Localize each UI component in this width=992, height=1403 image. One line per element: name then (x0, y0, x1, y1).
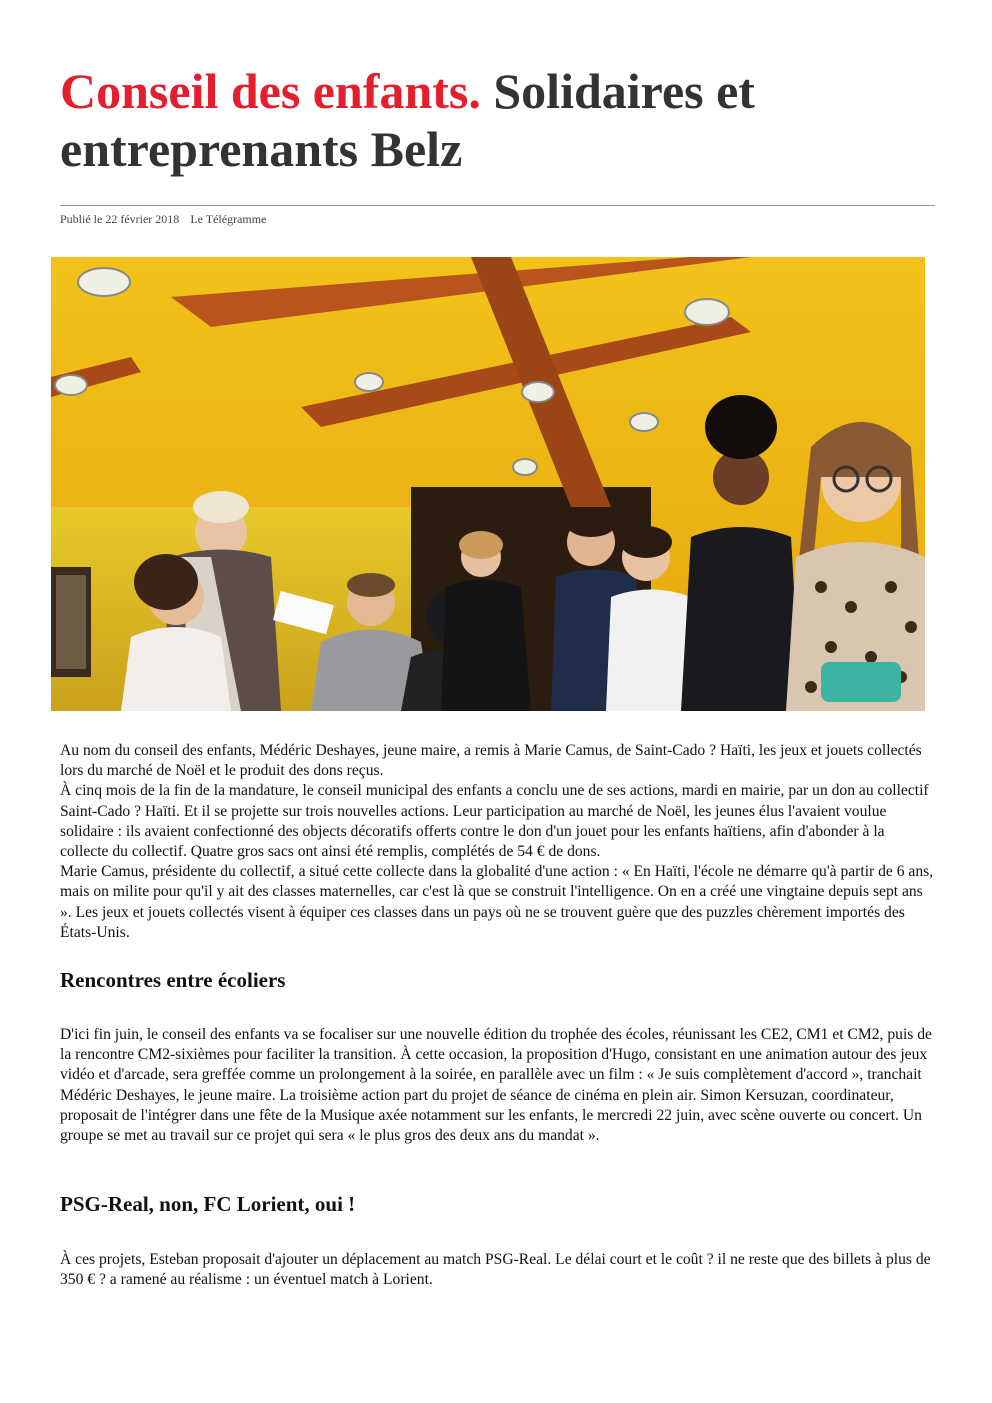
header-divider (60, 205, 935, 206)
section-paragraph-psg: À ces projets, Esteban proposait d'ajouter un déplacement au match PSG-Real. Le délai court et le coût ? il ne reste que des billets à plus de 350 € ? a ramené au réalisme : un éventuel match à Lorient. (60, 1251, 931, 1289)
headline-kicker: Conseil des enfants. (60, 63, 481, 119)
intro-paragraph-1: Au nom du conseil des enfants, Médéric Deshayes, jeune maire, a remis à Marie Camus, de Saint-Cado ? Haïti, les jeux et jouets collectés lors du marché de Noël et le produit des dons reçus. (60, 742, 922, 780)
article-photo (51, 257, 925, 711)
byline (60, 212, 266, 227)
section-heading-psg: PSG-Real, non, FC Lorient, oui ! (60, 1192, 356, 1216)
headline-title: Solidaires et entreprenants Belz (60, 63, 755, 177)
section-heading-rencontres: Rencontres entre écoliers (60, 968, 286, 992)
intro-paragraph-3: Marie Camus, présidente du collectif, a situé cette collecte dans la globalité d'une action : « En Haïti, l'école ne démarre qu'à partir de 6 ans, mais on milite pour qu'il y ait des classes maternelles, car c'est là que se construit l'intelligence. On en a créé une vingtaine depuis sept ans ». Les jeux et jouets collectés visent à équiper ces classes dans un pays où ne se trouvent guère que des puzzles chèrement importés des États-Unis. (60, 863, 934, 941)
photo-children-council-icon (51, 257, 925, 711)
section-text-rencontres (60, 1025, 934, 1146)
intro-text (60, 741, 934, 943)
publication-date: Publié le 22 février 2018 (60, 212, 180, 226)
intro-paragraph-2: À cinq mois de la fin de la mandature, le conseil municipal des enfants a conclu une de ses actions, mardi en mairie, par un don au collectif Saint-Cado ? Haïti. Et il se projette sur trois nouvelles actions. Leur participation au marché de Noël, les jeunes élus l'avaient voulue solidaire : ils avaient confectionné des objects décoratifs offerts contre le don d'un jouet pour les enfants haïtiens, afin d'abonder à la collecte du collectif. Quatre gros sacs ont ainsi été remplis, complétés de 54 € de dons. (60, 782, 929, 861)
section-paragraph-rencontres: D'ici fin juin, le conseil des enfants va se focaliser sur une nouvelle édition du trophée des écoles, réunissant les CE2, CM1 et CM2, puis de la rencontre CM2-sixièmes pour faciliter la transition. À cette occasion, la proposition d'Hugo, consistant en une animation autour des jeux vidéo et d'arcade, sera greffée comme un prolongement à la soirée, en parallèle avec un film : « Je suis complètement d'accord », tranchait Médéric Deshayes, le jeune maire. La troisième action part du projet de séance de cinéma en plein air. Simon Kersuzan, coordinateur, proposait de l'intégrer dans une fête de la Musique axée notamment sur les enfants, le mercredi 22 juin, avec scène ouverte ou concert. Un groupe se met au travail sur ce projet qui sera « le plus gros des deux ans du mandat ». (60, 1026, 932, 1145)
section-text-psg (60, 1250, 934, 1290)
publication-source: Le Télégramme (190, 212, 267, 226)
article-headline (60, 62, 940, 178)
